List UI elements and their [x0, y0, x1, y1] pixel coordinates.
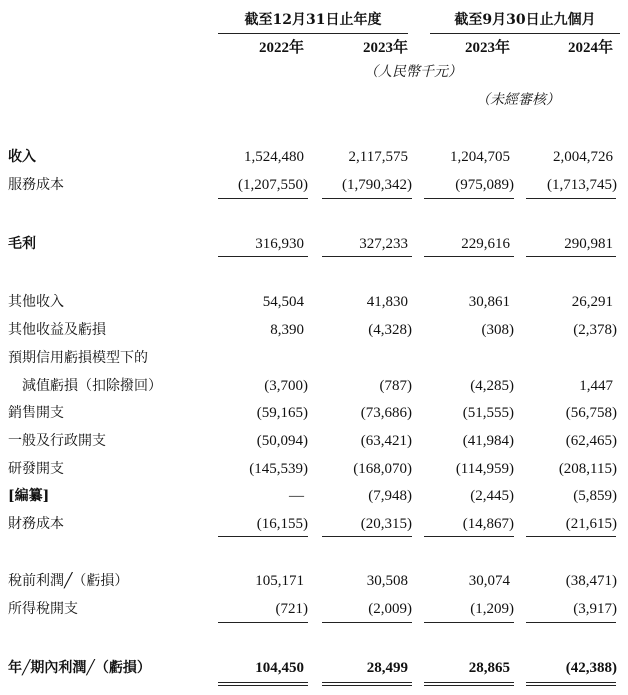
cell-cost-of-services-2023-9m: (975,089) [455, 177, 514, 193]
gross-profit-rule-2023-9m [424, 256, 514, 257]
cell-redacted-2024-9m: (5,859) [573, 488, 617, 504]
cell-net-profit-2023-9m: 28,865 [468, 660, 510, 676]
row-label-redacted: [編纂] [8, 488, 50, 504]
cell-cost-of-services-2024-9m: (1,713,745) [547, 177, 617, 193]
cell-admin-2022: (50,094) [256, 433, 308, 449]
cell-other-income-2023: 41,830 [366, 294, 408, 310]
header-period-year: 截至12月31日止年度 [244, 12, 382, 28]
header-period-nine-months: 截至9月30日止九個月 [454, 12, 596, 28]
row-label-impairment-losses: 減值虧損（扣除撥回） [22, 378, 162, 394]
cell-gross-profit-2023: 327,233 [359, 236, 408, 252]
row-label-net-profit: 年╱期內利潤╱（虧損） [8, 660, 151, 676]
cell-gross-profit-2022: 316,930 [255, 236, 304, 252]
row-label-revenue: 收入 [8, 149, 36, 165]
cell-rd-2023: (168,070) [353, 461, 412, 477]
cell-other-income-2022: 54,504 [262, 294, 304, 310]
cell-redacted-2023-9m: (2,445) [470, 488, 514, 504]
cell-admin-2024-9m: (62,465) [565, 433, 617, 449]
cell-selling-2023: (73,686) [360, 405, 412, 421]
row-label-income-tax: 所得稅開支 [8, 601, 78, 617]
cell-tax-2023: (2,009) [368, 601, 412, 617]
cell-admin-2023-9m: (41,984) [462, 433, 514, 449]
cell-selling-2024-9m: (56,758) [565, 405, 617, 421]
pretax-rule-2024-9m [526, 536, 616, 537]
total-double-rule-2023 [322, 682, 412, 686]
cell-finance-2022: (16,155) [256, 516, 308, 532]
header-year-2024-nine-months: 2024年 [567, 40, 613, 56]
cell-tax-2024-9m: (3,917) [573, 601, 617, 617]
total-double-rule-2022 [218, 682, 308, 686]
cell-other-income-2024-9m: 26,291 [571, 294, 613, 310]
cell-impairment-2023: (787) [379, 378, 412, 394]
row-label-other-income: 其他收入 [8, 294, 64, 310]
gross-profit-rule-2024-9m [526, 256, 616, 257]
net-rule-2024-9m [526, 622, 616, 623]
row-label-rd-expenses: 研發開支 [8, 461, 64, 477]
cell-revenue-2023-9m: 1,204,705 [450, 149, 510, 165]
cell-pbt-2023: 30,508 [366, 573, 408, 589]
row-label-profit-before-tax: 稅前利潤╱（虧損） [8, 573, 129, 589]
cell-cost-of-services-2022: (1,207,550) [238, 177, 308, 193]
cell-other-gains-2024-9m: (2,378) [573, 322, 617, 338]
subtotal-rule-2023 [322, 198, 412, 199]
cell-pbt-2024-9m: (38,471) [565, 573, 617, 589]
cell-pbt-2023-9m: 30,074 [468, 573, 510, 589]
header-year-2023-nine-months: 2023年 [464, 40, 510, 56]
cell-rd-2023-9m: (114,959) [455, 461, 514, 477]
net-rule-2022 [218, 622, 308, 623]
gross-profit-rule-2022 [218, 256, 308, 257]
row-label-other-gains-losses: 其他收益及虧損 [8, 322, 106, 338]
cell-other-gains-2023-9m: (308) [481, 322, 514, 338]
cell-tax-2023-9m: (1,209) [470, 601, 514, 617]
header-unaudited-note: （未經審核） [476, 92, 560, 108]
cell-selling-2022: (59,165) [256, 405, 308, 421]
header-rule-nine-months [430, 33, 620, 34]
subtotal-rule-2022 [218, 198, 308, 199]
cell-net-profit-2023: 28,499 [366, 660, 408, 676]
cell-finance-2024-9m: (21,615) [565, 516, 617, 532]
cell-net-profit-2022: 104,450 [255, 660, 304, 676]
cell-other-income-2023-9m: 30,861 [468, 294, 510, 310]
subtotal-rule-2023-9m [424, 198, 514, 199]
net-rule-2023 [322, 622, 412, 623]
cell-impairment-2023-9m: (4,285) [470, 378, 514, 394]
cell-revenue-2023: 2,117,575 [348, 149, 408, 165]
header-currency-unit: （人民幣千元） [364, 64, 462, 80]
cell-other-gains-2023: (4,328) [368, 322, 412, 338]
row-label-admin-expenses: 一般及行政開支 [8, 433, 106, 449]
pretax-rule-2023-9m [424, 536, 514, 537]
header-year-2022: 2022年 [258, 40, 304, 56]
cell-gross-profit-2024-9m: 290,981 [564, 236, 613, 252]
row-label-finance-costs: 財務成本 [8, 516, 64, 532]
cell-impairment-2022: (3,700) [264, 378, 308, 394]
pretax-rule-2023 [322, 536, 412, 537]
cell-other-gains-2022: 8,390 [270, 322, 304, 338]
total-double-rule-2024-9m [526, 682, 616, 686]
cell-gross-profit-2023-9m: 229,616 [461, 236, 510, 252]
cell-impairment-2024-9m: 1,447 [579, 378, 613, 394]
total-double-rule-2023-9m [424, 682, 514, 686]
cell-finance-2023: (20,315) [360, 516, 412, 532]
cell-rd-2022: (145,539) [249, 461, 308, 477]
row-label-ecl-model: 預期信用虧損模型下的 [8, 350, 148, 366]
cell-admin-2023: (63,421) [360, 433, 412, 449]
cell-redacted-2022: — [289, 488, 304, 504]
pretax-rule-2022 [218, 536, 308, 537]
cell-pbt-2022: 105,171 [255, 573, 304, 589]
cell-revenue-2022: 1,524,480 [244, 149, 304, 165]
cell-net-profit-2024-9m: (42,388) [565, 660, 617, 676]
header-rule-year [218, 33, 408, 34]
cell-redacted-2023: (7,948) [368, 488, 412, 504]
net-rule-2023-9m [424, 622, 514, 623]
cell-selling-2023-9m: (51,555) [462, 405, 514, 421]
row-label-cost-of-services: 服務成本 [8, 177, 64, 193]
row-label-selling-expenses: 銷售開支 [8, 405, 64, 421]
cell-revenue-2024-9m: 2,004,726 [553, 149, 613, 165]
cell-rd-2024-9m: (208,115) [558, 461, 617, 477]
cell-cost-of-services-2023: (1,790,342) [342, 177, 412, 193]
header-year-2023: 2023年 [362, 40, 408, 56]
subtotal-rule-2024-9m [526, 198, 616, 199]
gross-profit-rule-2023 [322, 256, 412, 257]
cell-finance-2023-9m: (14,867) [462, 516, 514, 532]
cell-tax-2022: (721) [275, 601, 308, 617]
row-label-gross-profit: 毛利 [8, 236, 36, 252]
